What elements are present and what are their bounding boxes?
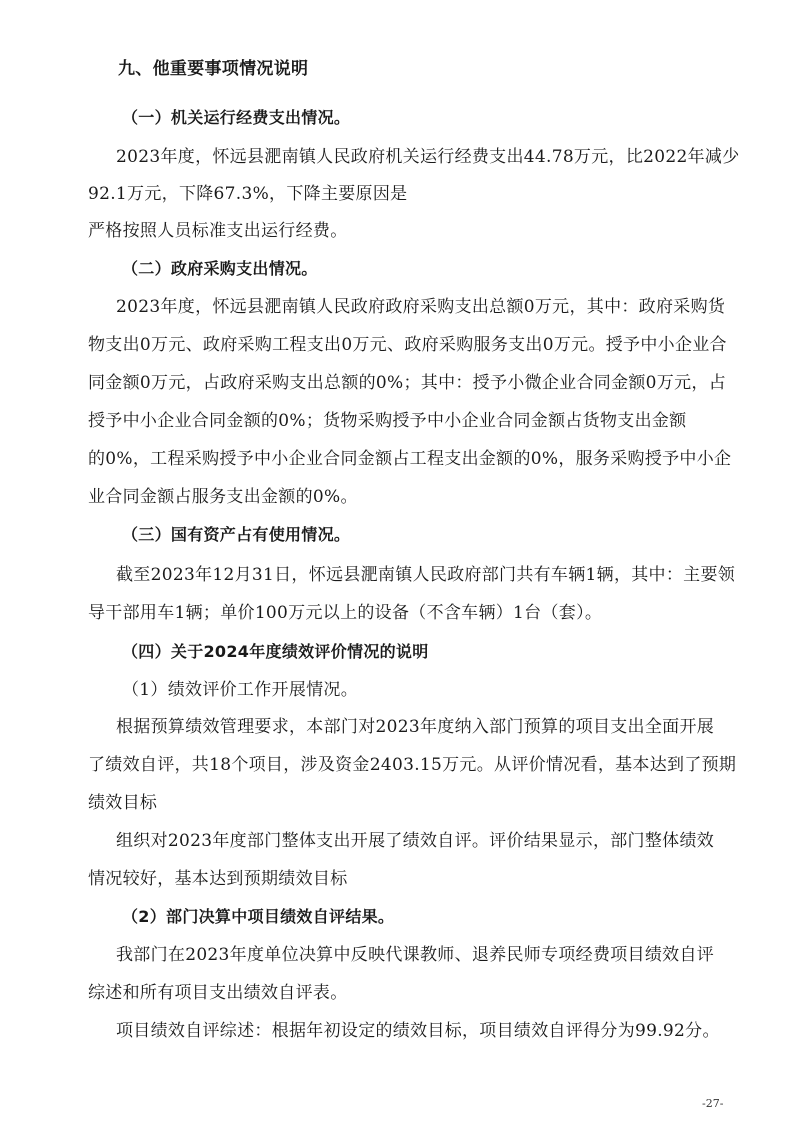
paragraph-line: 根据预算绩效管理要求，本部门对2023年度纳入部门预算的项目支出全面开展: [116, 717, 715, 737]
section-title: 九、他重要事项情况说明: [118, 59, 309, 79]
paragraph-line: 授予中小企业合同金额的0%；货物采购授予中小企业合同金额占货物支出金额: [88, 411, 687, 431]
paragraph-line: 导干部用车1辆；单价100万元以上的设备（不含车辆）1台（套）。: [88, 603, 603, 623]
page-number: -27-: [702, 1097, 724, 1110]
paragraph-line: 2023年度，怀远县淝南镇人民政府政府采购支出总额0万元，其中：政府采购货: [116, 297, 726, 317]
subheading-evaluation-work: （1）绩效评价工作开展情况。: [122, 680, 359, 700]
paragraph-line: 92.1万元，下降67.3%，下降主要原因是: [88, 184, 408, 204]
paragraph-line: 我部门在2023年度单位决算中反映代课教师、退养民师专项经费项目绩效自评: [116, 945, 715, 965]
paragraph-line: 项目绩效自评综述：根据年初设定的绩效目标，项目绩效自评得分为99.92分。: [116, 1021, 720, 1041]
paragraph-line: 严格按照人员标准支出运行经费。: [88, 221, 348, 241]
paragraph-line: 绩效目标: [88, 793, 158, 813]
paragraph-line: 组织对2023年度部门整体支出开展了绩效自评。评价结果显示，部门整体绩效: [116, 831, 715, 851]
heading-procurement: （二）政府采购支出情况。: [122, 259, 318, 278]
paragraph-line: 物支出0万元、政府采购工程支出0万元、政府采购服务支出0万元。授予中小企业合: [88, 335, 727, 355]
heading-state-assets: （三）国有资产占有使用情况。: [122, 525, 351, 544]
paragraph-line: 业合同金额占服务支出金额的0%。: [88, 487, 358, 507]
heading-operating-expenses: （一）机关运行经费支出情况。: [122, 108, 351, 127]
paragraph-line: 了绩效自评，共18个项目，涉及资金2403.15万元。从评价情况看，基本达到了预期: [88, 755, 737, 775]
paragraph-line: 同金额0万元，占政府采购支出总额的0%；其中：授予小微企业合同金额0万元，占: [88, 373, 726, 393]
paragraph-line: 截至2023年12月31日，怀远县淝南镇人民政府部门共有车辆1辆，其中：主要领: [116, 565, 736, 585]
subheading-self-evaluation-results: （2）部门决算中项目绩效自评结果。: [122, 907, 395, 926]
paragraph-line: 情况较好，基本达到预期绩效目标: [88, 869, 348, 889]
paragraph-line: 综述和所有项目支出绩效自评表。: [88, 983, 348, 1003]
paragraph-line: 2023年度，怀远县淝南镇人民政府机关运行经费支出44.78万元，比2022年减少: [116, 147, 740, 167]
heading-performance-evaluation: （四）关于2024年度绩效评价情况的说明: [122, 642, 429, 661]
paragraph-line: 的0%，工程采购授予中小企业合同金额占工程支出金额的0%，服务采购授予中小企: [88, 449, 732, 469]
